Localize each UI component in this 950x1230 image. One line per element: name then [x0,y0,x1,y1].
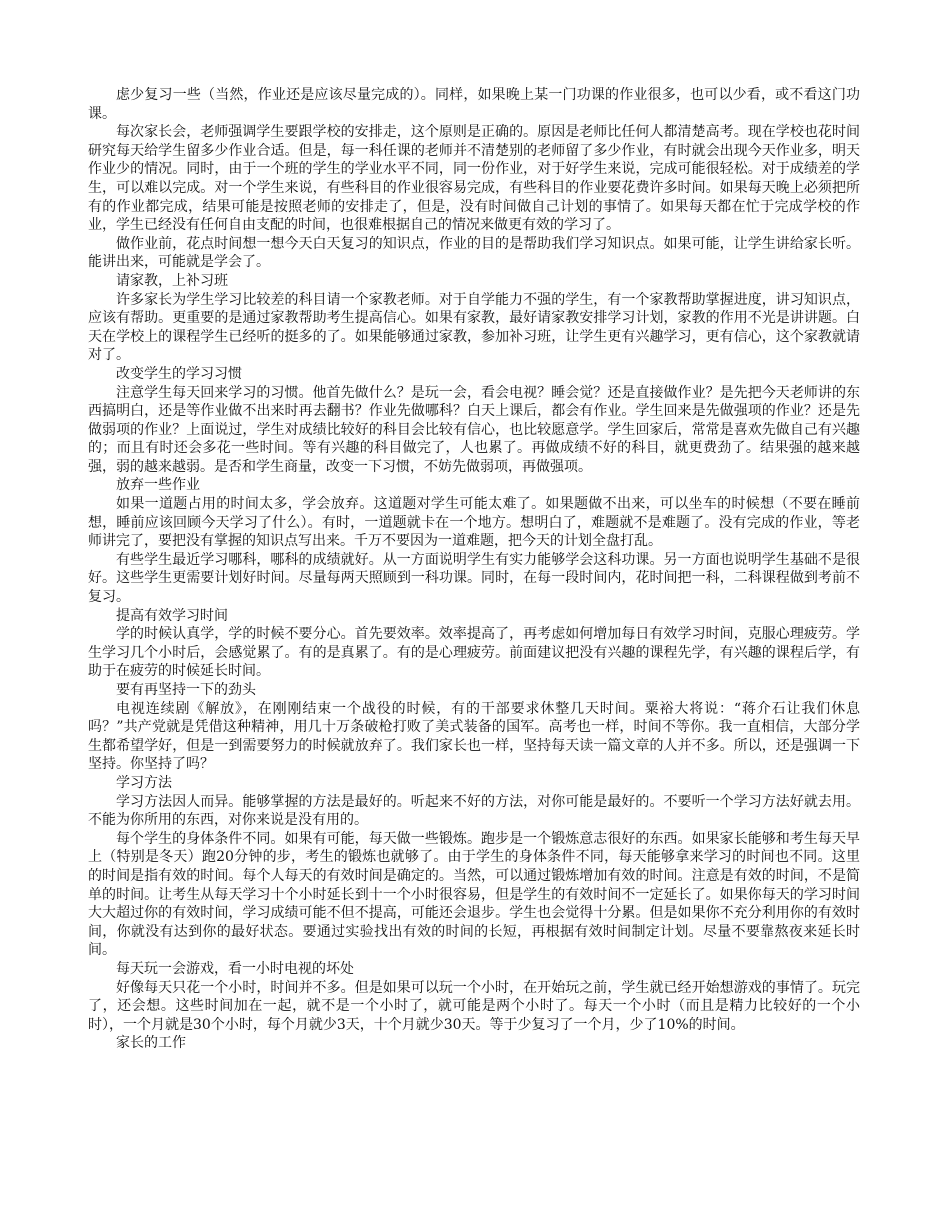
section-heading: 放弃一些作业 [116,477,200,494]
section-heading: 改变学生的学习习惯 [116,365,242,382]
section-heading: 请家教，上补习班 [116,272,228,289]
body-paragraph: 每个学生的身体条件不同。如果有可能，每天做一些锻炼。跑步是一个锻炼意志很好的东西。如果家长能够和考生每天早上（特别是冬天）跑20分钟的步，考生的锻炼也就够了。由于学生的身体条件不同，每天能够拿来学习的时间也不同。这里的时间是指有效的时间。每个人每天的有效时间是确定的。当然，可以通过锻炼增加有效的时间。注意是有效的时间，不是简单的时间。让考生从每天学习十个小时延长到十一个小时很容易，但是学生的有效时间不一定延长了。如果你每天的学习时间大大超过你的有效时间，学习成绩可能不但不提高，可能还会退步。学生也会觉得十分累。但是如果你不充分利用你的有效时间，你就没有达到你的最好状态。要通过实验找出有效的时间的长短，再根据有效时间制定计划。尽量不要靠熬夜来延长时间。 [88,830,860,959]
section-heading: 家长的工作 [116,1035,186,1052]
body-paragraph: 虑少复习一些（当然，作业还是应该尽量完成的）。同样，如果晚上某一门功课的作业很多，也可以少看，或不看这门功课。 [88,87,860,122]
body-paragraph: 如果一道题占用的时间太多，学会放弃。这道题对学生可能太难了。如果题做不出来，可以坐车的时候想（不要在睡前想，睡前应该回顾今天学习了什么）。有时，一道题就卡在一个地方。想明白了，难题就不是难题了。没有完成的作业，等老师讲完了，要把没有掌握的知识点写出来。千万不要因为一道难题，把今天的计划全盘打乱。 [88,496,860,550]
body-paragraph: 有些学生最近学习哪科，哪科的成绩就好。从一方面说明学生有实力能够学会这科功课。另一方面也说明学生基础不是很好。这些学生更需要计划好时间。尽量每两天照顾到一科功课。同时，在每一段时间内，花时间把一科，二科课程做到考前不复习。 [88,551,860,606]
body-paragraph: 每次家长会，老师强调学生要跟学校的安排走，这个原则是正确的。原因是老师比任何人都清楚高考。现在学校也花时间研究每天给学生留多少作业合适。但是，每一科任课的老师并不清楚别的老师留了多少作业，有时就会出现今天作业多，明天作业少的情况。同时，由于一个班的学生的学业水平不同，同一份作业，对于好学生来说，完成可能很轻松。对于成绩差的学生，可以难以完成。对一个学生来说，有些科目的作业很容易完成，有些科目的作业要花费许多时间。如果每天晚上必须把所有的作业都完成，结果可能是按照老师的安排走了，但是，没有时间做自己计划的事情了。如果每天都在忙于完成学校的作业，学生已经没有任何自由支配的时间，也很难根据自己的情况来做更有效的学习了。 [88,124,860,234]
body-paragraph: 学的时候认真学，学的时候不要分心。首先要效率。效率提高了，再考虑如何增加每日有效学习时间，克服心理疲劳。学生学习几个小时后，会感觉累了。有的是真累了。有的是心理疲劳。前面建议把没有兴趣的课程先学，有兴趣的课程后学，有助于在疲劳的时候延长时间。 [88,626,860,680]
body-paragraph: 好像每天只花一个小时，时间并不多。但是如果可以玩一个小时，在开始玩之前，学生就已经开始想游戏的事情了。玩完了，还会想。这些时间加在一起，就不是一个小时了，就可能是两个小时了。每天一个小时（而且是精力比较好的一个小时），一个月就是30个小时，每个月就少3天，十个月就少30天。等于少复习了一个月，少了10%的时间。 [88,979,860,1033]
document-page [88,86,860,1053]
body-paragraph: 学习方法因人而异。能够掌握的方法是最好的。听起来不好的方法，对你可能是最好的。不要听一个学习方法好就去用。不能为你所用的东西，对你来说是没有用的。 [88,793,860,829]
body-paragraph: 做作业前，花点时间想一想今天白天复习的知识点，作业的目的是帮助我们学习知识点。如果可能，让学生讲给家长听。能讲出来，可能就是学会了。 [88,235,860,271]
body-paragraph: 注意学生每天回来学习的习惯。他首先做什么？是玩一会，看会电视？睡会觉？还是直接做作业？是先把今天老师讲的东西搞明白，还是等作业做不出来时再去翻书？作业先做哪科？白天上课后，都会有作业。学生回来是先做强项的作业？还是先做弱项的作业？上面说过，学生对成绩比较好的科目会比较有信心，也比较愿意学。学生回家后，常常是喜欢先做自己有兴趣的；而且有时还会多花一些时间。等有兴趣的科目做完了，人也累了。再做成绩不好的科目，就更费劲了。结果强的越来越强，弱的越来越弱。是否和学生商量，改变一下习惯，不妨先做弱项，再做强项。 [88,384,860,475]
body-paragraph: 许多家长为学生学习比较差的科目请一个家教老师。对于自学能力不强的学生，有一个家教帮助掌握进度，讲习知识点，应该有帮助。更重要的是通过家教帮助考生提高信心。如果有家教，最好请家教安排学习计划，家教的作用不光是讲讲题。白天在学校上的课程学生已经听的挺多的了。如果能够通过家教，参加补习班，让学生更有兴趣学习，更有信心，这个家教就请对了。 [88,291,860,364]
section-heading: 提高有效学习时间 [116,607,228,624]
body-paragraph: 电视连续剧《解放》，在刚刚结束一个战役的时候，有的干部要求休整几天时间。粟裕大将说：“蒋介石让我们休息吗？”共产党就是凭借这种精神，用几十万条破枪打败了美式装备的国军。高考也一样，时间不等你。我一直相信，大部分学生都希望学好，但是一到需要努力的时候就放弃了。我们家长也一样，坚持每天读一篇文章的人并不多。所以，还是强调一下坚持。你坚持了吗？ [88,700,860,773]
section-heading: 学习方法 [116,774,172,791]
section-heading: 每天玩一会游戏，看一小时电视的坏处 [116,960,354,977]
section-heading: 要有再坚持一下的劲头 [116,682,256,698]
